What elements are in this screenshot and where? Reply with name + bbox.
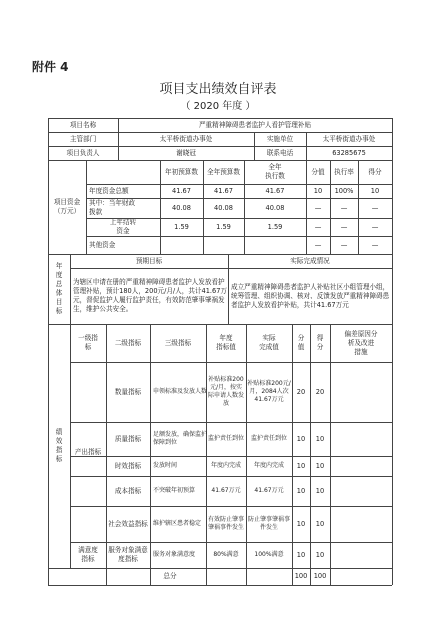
project-name-label: 项目名称 — [69, 120, 97, 129]
funds-header-3: 分值 — [311, 167, 325, 176]
funds-header-5: 得分 — [368, 167, 382, 176]
funds-value — [245, 237, 305, 253]
actual-goal-text: 成立严重精神障碍患者监护人补贴社区小组管理小组，统筹管理、组织协调、核对、反馈发放严重精神障碍患者监护人发放看护补贴，共计41.67万元 — [231, 282, 390, 309]
perf-got: 10 — [315, 519, 325, 528]
funds-value: 1.59 — [267, 222, 283, 231]
funds-value: — — [314, 222, 322, 231]
phone-label: 联系电话 — [266, 148, 294, 157]
perf-header-2: 三级指标 — [164, 338, 192, 347]
perf-note — [331, 423, 391, 455]
perf-level2: 时效指标 — [114, 461, 142, 470]
funds-value: — — [340, 203, 348, 212]
grid-line — [48, 585, 392, 586]
funds-row-label: 年度资金总额 — [89, 186, 129, 195]
perf-level3: 发放时间 — [153, 462, 178, 469]
perf-level2: 成本指标 — [114, 486, 142, 495]
perf-score: 10 — [296, 434, 306, 443]
perf-actual: 防止肇事肇祸事件发生 — [247, 516, 290, 531]
page-title: 项目支出绩效自评表 — [159, 82, 277, 97]
funds-value: 100% — [334, 186, 354, 195]
impl-value: 太平桥街道办事处 — [322, 134, 376, 143]
perf-score: 10 — [296, 486, 306, 495]
perf-score: 10 — [296, 519, 306, 528]
perf-header-0: 一级指 标 — [78, 334, 98, 351]
grid-line — [392, 118, 393, 585]
perf-score: 20 — [296, 387, 306, 396]
perf-level3: 不突破年初预算 — [153, 487, 196, 494]
funds-header-0: 年初预算数 — [165, 167, 198, 176]
funds-value: 1.59 — [216, 222, 231, 231]
funds-header-2: 全年 执行数 — [265, 163, 285, 180]
perf-target: 80%满意 — [213, 551, 239, 558]
total-got: 100 — [313, 572, 327, 580]
funds-value: 40.08 — [172, 203, 191, 212]
attachment-label: 附件 4 — [32, 60, 69, 74]
perf-note — [331, 477, 391, 505]
impl-label: 实施单位 — [266, 134, 294, 143]
perf-note — [331, 507, 391, 541]
perf-header-7: 偏差原因分 析及改进 措施 — [344, 329, 378, 356]
perf-section-label: 绩 效 指 标 — [55, 428, 63, 463]
funds-value: — — [314, 240, 322, 249]
expected-goal-header: 预期目标 — [135, 256, 163, 265]
funds-value: — — [371, 203, 379, 212]
satisfaction-indicator-label: 满意度 指标 — [78, 546, 98, 563]
funds-value: — — [371, 240, 379, 249]
perf-header-6: 得 分 — [316, 334, 324, 351]
perf-score: 10 — [296, 550, 306, 559]
perf-note — [331, 363, 391, 421]
actual-goal-header: 实际完成情况 — [290, 256, 330, 265]
perf-level3: 维护辖区患者稳定 — [153, 520, 202, 527]
total-label: 总分 — [163, 572, 177, 580]
perf-actual: 41.67万元 — [254, 487, 284, 494]
dept-value: 太平桥街道办事处 — [159, 134, 213, 143]
funds-value: — — [314, 203, 322, 212]
year-subtitle: （ 2020 年度 ） — [180, 101, 256, 112]
perf-actual: 监护责任到位 — [250, 435, 287, 442]
perf-actual: 100%满意 — [254, 551, 284, 558]
funds-value — [161, 237, 202, 253]
perf-target: 监护责任到位 — [207, 435, 244, 442]
perf-target: 有效防止肇事肇祸事件发生 — [207, 516, 244, 531]
goals-section-label: 年 度 总 体 目 标 — [55, 262, 63, 315]
owner-value: 谢晓冠 — [176, 148, 196, 157]
perf-got: 10 — [315, 461, 325, 470]
perf-note — [331, 543, 391, 567]
perf-level3: 足额发放，确保监护保障到位 — [153, 431, 207, 446]
project-name-value: 严重精神障碍患者监护人看护管理补贴 — [198, 120, 312, 129]
funds-row-label: 上年结转 资金 — [109, 219, 137, 235]
funds-value: 41.67 — [172, 186, 191, 195]
total-score: 100 — [294, 572, 308, 580]
funds-value: — — [371, 222, 379, 231]
perf-level3: 服务对象满意度 — [153, 551, 196, 558]
perf-score: 10 — [296, 461, 306, 470]
output-indicator-label: 产出指标 — [74, 447, 102, 456]
perf-header-5: 分 值 — [297, 334, 305, 351]
funds-value: — — [340, 222, 348, 231]
funds-value — [204, 237, 243, 253]
perf-got: 10 — [315, 434, 325, 443]
perf-level2: 数量指标 — [114, 387, 142, 396]
perf-header-4: 实际 完成值 — [259, 334, 279, 351]
expected-goal-text: 为辖区申请在册的严重精神障碍患者监护人发放看护管理补贴，预计180人，200元/月/人，共计41.67万元，督促监护人履行监护责任，有效防范肇事肇祸发生，维护公共安全。 — [73, 278, 227, 313]
funds-value: 40.08 — [214, 203, 233, 212]
perf-actual: 补贴标准200元/月，2084人次 41.67万元 — [247, 380, 291, 403]
funds-row-label: 其他资金 — [89, 240, 116, 249]
owner-label: 项目负责人 — [66, 148, 100, 157]
perf-target: 41.67万元 — [211, 487, 241, 494]
perf-note — [331, 457, 391, 475]
perf-got: 10 — [315, 550, 325, 559]
funds-section-label: 项目资金 （万元） — [53, 198, 81, 215]
perf-level2: 社会效益指标 — [108, 519, 148, 528]
perf-actual: 年度内完成 — [253, 462, 284, 469]
dept-label: 主管部门 — [69, 134, 97, 143]
perf-got: 10 — [315, 486, 325, 495]
funds-header-1: 全年预算数 — [207, 167, 240, 176]
funds-value: 10 — [313, 186, 323, 195]
perf-target: 年度内完成 — [210, 462, 241, 469]
perf-target: 补贴标准200元/月，按实际申请人数发放 — [207, 376, 244, 407]
funds-value: 41.67 — [214, 186, 233, 195]
funds-row-label: 其中：当年财政 拨款 — [89, 199, 136, 216]
perf-level2: 质量指标 — [114, 434, 142, 443]
funds-value: 1.59 — [174, 222, 189, 231]
perf-header-3: 年度 指标值 — [216, 334, 236, 351]
funds-value: 40.08 — [265, 203, 285, 212]
funds-value: 10 — [370, 186, 380, 195]
funds-value: — — [340, 240, 348, 249]
perf-level3: 申领标准及发放人数 — [153, 388, 207, 395]
perf-header-1: 二级指标 — [114, 338, 142, 347]
phone-value: 63285675 — [332, 148, 366, 157]
perf-level2: 服务对象满意度指标 — [108, 546, 148, 563]
funds-value: 41.67 — [265, 186, 285, 195]
perf-got: 20 — [315, 387, 325, 396]
funds-header-4: 执行率 — [334, 167, 354, 176]
